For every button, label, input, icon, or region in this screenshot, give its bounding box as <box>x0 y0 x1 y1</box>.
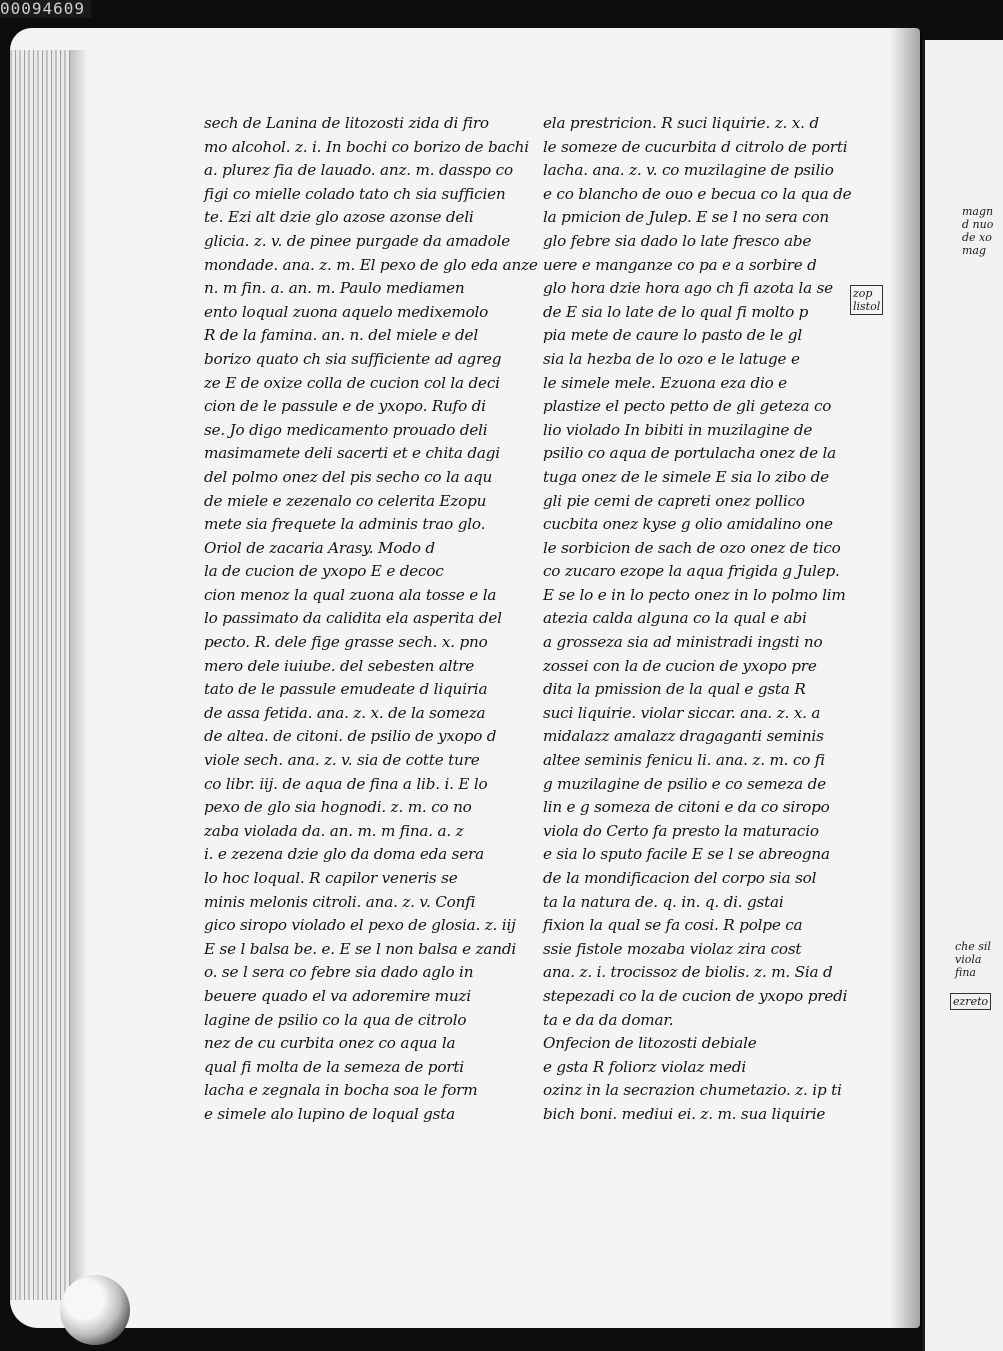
manuscript-line: pia mete de caure lo pasto de le gl <box>543 326 802 345</box>
manuscript-line: cucbita onez kyse g olio amidalino one <box>543 515 833 534</box>
gutter-shadow <box>890 28 922 1328</box>
manuscript-line: cion menoz la qual zuona ala tosse e la <box>204 585 497 604</box>
manuscript-line: glo hora dzie hora ago ch fi azota la se <box>543 279 833 298</box>
text-column-right <box>543 112 852 1127</box>
manuscript-line: mondade. ana. z. m. El pexo de glo eda anze <box>204 255 538 274</box>
manuscript-line: de assa fetida. ana. z. x. de la someza <box>204 703 486 722</box>
manuscript-line: tuga onez de le simele E sia lo zibo de <box>543 467 829 486</box>
manuscript-line: midalazz amalazz dragaganti seminis <box>543 727 824 746</box>
manuscript-line: dita la pmission de la qual e gsta R <box>543 680 806 699</box>
manuscript-line: ento loqual zuona aquelo medixemolo <box>204 302 489 321</box>
manuscript-line: e co blancho de ouo e becua co la qua de <box>543 184 852 203</box>
manuscript-line: borizo quato ch sia sufficiente ad agreg <box>204 349 502 368</box>
manuscript-line: lio violado In bibiti in muzilagine de <box>543 420 813 439</box>
margin-note-center <box>850 285 883 315</box>
manuscript-line: ela prestricion. R suci liquirie. z. x. d <box>543 114 819 132</box>
manuscript-line: de E sia lo late de lo qual fi molto p <box>543 302 809 321</box>
manuscript-line: zossei con la de cucion de yxopo pre <box>543 656 817 675</box>
manuscript-line: glicia. z. v. de pinee purgade da amadole <box>204 231 511 250</box>
margin-note-line: viola <box>955 953 982 966</box>
margin-note-line: che sil <box>955 940 991 953</box>
manuscript-line: la de cucion de yxopo E e decoc <box>204 562 444 581</box>
manuscript-line: figi co mielle colado tato ch sia sufficien <box>204 184 506 203</box>
manuscript-line: se. Jo digo medicamento prouado deli <box>204 420 488 439</box>
manuscript-line: lacha e zegnala in bocha soa le form <box>204 1081 478 1100</box>
thumb-holding-page <box>60 1275 130 1345</box>
manuscript-line: lagine de psilio co la qua de citrolo <box>204 1010 467 1029</box>
manuscript-line: i. e zezena dzie glo da doma eda sera <box>204 845 484 864</box>
margin-note-line: de xo <box>962 231 992 244</box>
manuscript-line: e simele alo lupino de loqual gsta <box>204 1104 456 1123</box>
manuscript-line: Oriol de zacaria Arasy. Modo d <box>204 538 435 557</box>
margin-note-line: listol <box>853 300 881 313</box>
manuscript-line: stepezadi co la de cucion de yxopo predi <box>543 986 848 1005</box>
manuscript-line: gli pie cemi de capreti onez pollico <box>543 491 805 510</box>
manuscript-line: minis melonis citroli. ana. z. v. Confi <box>204 892 476 911</box>
manuscript-line: gico siropo violado el pexo de glosia. z. iij <box>204 916 516 935</box>
margin-note-line: mag <box>962 244 987 257</box>
manuscript-line: mero dele iuiube. del sebesten altre <box>204 656 475 675</box>
manuscript-line: tato de le passule emudeate d liquiria <box>204 680 488 699</box>
manuscript-line: cion de le passule e de yxopo. Rufo di <box>204 397 486 416</box>
manuscript-line: te. Ezi alt dzie glo azose azonse deli <box>204 208 474 227</box>
manuscript-line: la pmicion de Julep. E se l no sera con <box>543 208 829 227</box>
manuscript-line: plastize el pecto petto de gli geteza co <box>543 397 832 416</box>
manuscript-line: bich boni. mediui ei. z. m. sua liquirie <box>543 1104 826 1123</box>
manuscript-line: co libr. iij. de aqua de fina a lib. i. E lo <box>204 774 488 793</box>
manuscript-line: qual fi molta de la semeza de porti <box>204 1057 464 1076</box>
manuscript-line: e gsta R foliorz violaz medi <box>543 1057 746 1076</box>
manuscript-line: g muzilagine de psilio e co semeza de <box>543 774 826 793</box>
manuscript-line: nez de cu curbita onez co aqua la <box>204 1034 456 1053</box>
manuscript-line: a grosseza sia ad ministradi ingsti no <box>543 633 823 652</box>
manuscript-line: le sorbicion de sach de ozo onez de tico <box>543 538 841 557</box>
manuscript-line: le simele mele. Ezuona eza dio e <box>543 373 787 392</box>
manuscript-line: psilio co aqua de portulacha onez de la <box>543 444 836 463</box>
manuscript-line: de miele e zezenalo co celerita Ezopu <box>204 491 487 510</box>
manuscript-line: de altea. de citoni. de psilio de yxopo d <box>204 727 497 746</box>
manuscript-line: pecto. R. dele fige grasse sech. x. pno <box>204 633 488 652</box>
manuscript-line: lacha. ana. z. v. co muzilagine de psilio <box>543 161 834 180</box>
book-page-edges <box>10 50 70 1300</box>
manuscript-line: atezia calda alguna co la qual e abi <box>543 609 807 628</box>
manuscript-line: R de la famina. an. n. del miele e del <box>204 326 478 345</box>
manuscript-line: E se lo e in lo pecto onez in lo polmo lim <box>543 585 846 604</box>
manuscript-line: de la mondificacion del corpo sia sol <box>543 869 817 887</box>
margin-note-right-mid <box>955 940 991 979</box>
scan-number-label: 00094609 <box>0 0 91 18</box>
manuscript-line: suci liquirie. violar siccar. ana. z. x. a <box>543 703 821 722</box>
manuscript-line: co zucaro ezope la aqua frigida g Julep. <box>543 562 840 581</box>
manuscript-line: ssie fistole mozaba violaz zira cost <box>543 939 802 958</box>
manuscript-line: sech de Lanina de litozosti zida di firo <box>204 114 489 132</box>
manuscript-line: masimamete deli sacerti et e chita dagi <box>204 444 500 463</box>
manuscript-line: mete sia frequete la adminis trao glo. <box>204 515 486 534</box>
manuscript-line: viole sech. ana. z. v. sia de cotte ture <box>204 751 480 770</box>
manuscript-line: lo passimato da calidita ela asperita del <box>204 609 502 628</box>
margin-note-line: d nuo <box>962 218 994 231</box>
manuscript-line: e sia lo sputo facile E se l se abreogna <box>543 845 830 864</box>
text-column-left <box>204 112 538 1127</box>
manuscript-line: altee seminis fenicu li. ana. z. m. co fi <box>543 751 825 770</box>
manuscript-line: a. plurez fia de lauado. anz. m. dasspo co <box>204 161 513 180</box>
manuscript-line: viola do Certo fa presto la maturacio <box>543 821 819 840</box>
manuscript-line: ana. z. i. trocissoz de biolis. z. m. Sia d <box>543 963 833 982</box>
manuscript-line: fixion la qual se fa cosi. R polpe ca <box>543 916 803 935</box>
manuscript-line: ta e da da domar. <box>543 1010 674 1029</box>
manuscript-line: ozinz in la secrazion chumetazio. z. ip ti <box>543 1081 842 1100</box>
manuscript-line: zaba violada da. an. m. m fina. a. z <box>204 821 464 840</box>
manuscript-line: o. se l sera co febre sia dado aglo in <box>204 963 474 982</box>
manuscript-line: sia la hezba de lo ozo e le latuge e <box>543 349 800 368</box>
manuscript-line: pexo de glo sia hognodi. z. m. co no <box>204 798 472 817</box>
margin-note-line: magn <box>962 205 994 218</box>
manuscript-line: uere e manganze co pa e a sorbire d <box>543 255 817 274</box>
manuscript-line: le someze de cucurbita d citrolo de porti <box>543 137 848 156</box>
manuscript-line: E se l balsa be. e. E se l non balsa e zandi <box>204 939 517 958</box>
manuscript-line: mo alcohol. z. i. In bochi co borizo de bachi <box>204 137 529 156</box>
manuscript-line: del polmo onez del pis secho co la aqu <box>204 467 493 486</box>
manuscript-line: ta la natura de. q. in. q. di. gstai <box>543 892 784 911</box>
margin-note-line: fina <box>955 966 976 979</box>
manuscript-line: Onfecion de litozosti debiale <box>543 1034 757 1053</box>
manuscript-line: glo febre sia dado lo late fresco abe <box>543 231 812 250</box>
margin-note-right-low: ezreto <box>950 993 991 1010</box>
manuscript-line: lin e g someza de citoni e da co siropo <box>543 798 830 817</box>
manuscript-line: lo hoc loqual. R capilor veneris se <box>204 869 458 887</box>
margin-note-line: zop <box>853 287 873 300</box>
manuscript-line: ze E de oxize colla de cucion col la deci <box>204 373 500 392</box>
margin-note-right-top <box>962 205 993 257</box>
manuscript-line: beuere quado el va adoremire muzi <box>204 986 471 1005</box>
manuscript-line: n. m fin. a. an. m. Paulo mediamen <box>204 279 465 298</box>
